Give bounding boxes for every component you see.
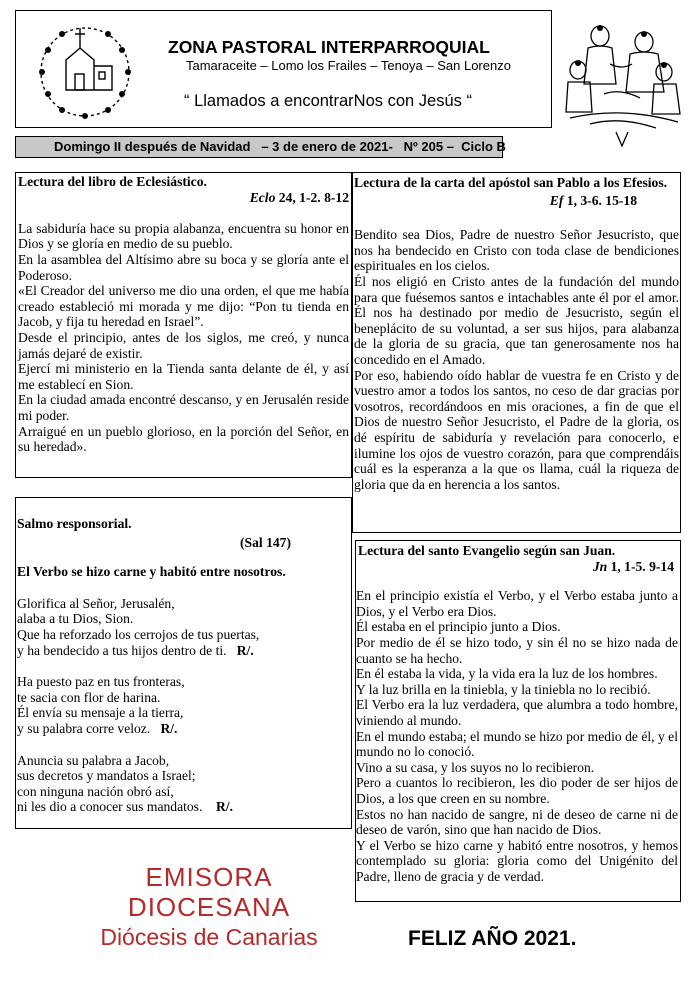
gospel-content	[356, 543, 678, 884]
reading1-paragraph: La sabiduría hace su propia alabanza, encuentra su honor en Dios y se gloría en medio de su pueblo.	[18, 220, 349, 252]
psalm-content	[17, 516, 347, 815]
header-motto: “ Llamados a encontrarNos con Jesús “	[184, 92, 472, 110]
gospel-paragraph: Vino a su casa, y los suyos no lo recibieron.	[356, 759, 595, 775]
gospel-title: Lectura del santo Evangelio según san Juan.	[358, 543, 616, 558]
gospel-paragraph: En el mundo estaba; el mundo se hizo por medio de él, y el mundo no lo conoció.	[356, 728, 678, 760]
psalm-title: Salmo responsorial.	[17, 516, 132, 531]
header-parishes: Tamaraceite – Lomo los Frailes – Tenoya – San Lorenzo	[186, 58, 511, 73]
reading1-paragraph: En la asamblea del Altísimo abre su boca y se gloría ante el Poderoso.	[18, 251, 349, 283]
reading1-paragraph: «El Creador del universo me dio una orden, el que me había creado estableció mi morada y me dijo: “Pon tu tienda en Jacob, y fija tu heredad en Israel”.	[18, 283, 349, 330]
psalm-verse: y ha bendecido a tus hijos dentro de ti. R/.	[17, 642, 254, 658]
psalm-verse: sus decretos y mandatos a Israel;	[17, 768, 196, 784]
psalm-verse: Él envía su mensaje a la tierra,	[17, 705, 184, 721]
gospel-paragraph: Y la luz brilla en la tiniebla, y la tiniebla no lo recibió.	[356, 681, 651, 697]
reading1-paragraph: Desde el principio, antes de los siglos, me creó, y nunca jamás dejaré de existir.	[18, 329, 349, 361]
emisora-diocesana-logo	[64, 862, 354, 952]
gospel-paragraph: Él estaba en el principio junto a Dios.	[356, 619, 561, 635]
reading2-title: Lectura de la carta del apóstol san Pablo a los Efesios.	[354, 175, 668, 190]
psalm-verse: alaba a tu Dios, Sion.	[17, 611, 134, 627]
reading1-paragraph: En la ciudad amada encontré descanso, y en Jerusalén reside mi poder.	[18, 392, 349, 423]
psalm-verse: Anuncia su palabra a Jacob,	[17, 752, 170, 768]
new-year-greeting: FELIZ AÑO 2021.	[408, 927, 577, 950]
reading1-title: Lectura del libro de Eclesiástico.	[18, 174, 207, 189]
reading2-paragraph: Bendito sea Dios, Padre de nuestro Señor Jesucristo, que nos ha bendecido en Cristo con toda clase de bendiciones espirituales en los cielos.	[354, 227, 679, 274]
psalm-reference: (Sal 147)	[240, 534, 291, 550]
emisora-line1: EMISORA	[145, 862, 273, 892]
reading1-paragraph: Arraigué en un pueblo glorioso, en la porción del Señor, en su heredad».	[18, 423, 349, 455]
gospel-paragraph: Estos no han nacido de sangre, ni de deseo de carne ni de deseo de varón, sino que han nacido de Dios.	[356, 806, 678, 838]
gospel-paragraph: El Verbo era la luz verdadera, que alumbra a todo hombre, viniendo al mundo.	[356, 697, 678, 728]
psalm-verse: ni les dio a conocer sus mandatos. R/.	[17, 799, 233, 815]
emisora-line2: DIOCESANA	[127, 892, 291, 922]
last-supper-illustration-icon	[560, 14, 684, 152]
psalm-response: El Verbo se hizo carne y habitó entre nosotros.	[17, 564, 286, 580]
header-title: ZONA PASTORAL INTERPARROQUIAL	[168, 37, 490, 57]
date-bar: Domingo II después de Navidad – 3 de enero de 2021- Nº 205 – Ciclo B	[15, 136, 503, 158]
reading2-paragraph: Él nos eligió en Cristo antes de la fundación del mundo para que fuésemos santos e intachables ante él por el amor. Él nos ha destinado por medio de Jesucristo, según el beneplácito de su voluntad, a ser sus hijos, para alabanza de la gloria de su gracia, que tan generosamente nos ha concedido en el Amado.	[354, 273, 679, 367]
gospel-paragraph: En él estaba la vida, y la vida era la luz de los hombres.	[356, 666, 658, 682]
psalm-verse: con ninguna nación obró así,	[17, 783, 174, 799]
emisora-line3: Diócesis de Canarias	[100, 924, 318, 950]
psalm-verse: Que ha reforzado los cerrojos de tus puertas,	[17, 626, 260, 642]
reading2-reference: Ef 1, 3-6. 15-18	[549, 192, 637, 208]
gospel-reference: Jn 1, 1-5. 9-14	[592, 558, 674, 574]
gospel-paragraph: Y el Verbo se hizo carne y habitó entre nosotros, y hemos contemplado su gloria: gloria como del Unigénito del Padre, lleno de gracia y de verdad.	[356, 837, 678, 884]
psalm-response-mark: R/.	[215, 799, 233, 815]
gospel-paragraph: Por medio de él se hizo todo, y sin él no se hizo nada de cuanto se ha hecho.	[356, 634, 678, 666]
psalm-response-mark: R/.	[160, 720, 178, 736]
reading1-reference: Eclo 24, 1-2. 8-12	[249, 189, 349, 205]
psalm-response-mark: R/.	[236, 642, 254, 658]
reading2-paragraph: Por eso, habiendo oído hablar de vuestra fe en Cristo y de vuestro amor a todos los santos, no ceso de dar gracias por vosotros, recordándoos en mis oraciones, a fin de que el Dios de nuestro Señor Jesucristo, el Padre de la gloria, os dé espíritu de sabiduría y revelación para conocerlo, e ilumine los ojos de vuestro corazón, para que comprendáis cuál es la esperanza a la que os llama, cuál la riqueza de gloria que da en herencia a los santos.	[354, 367, 679, 492]
church-logo-icon	[20, 14, 150, 124]
psalm-verse: y su palabra corre veloz. R/.	[17, 720, 178, 736]
gospel-paragraph: Pero a cuantos lo recibieron, les dio poder de ser hijos de Dios, a los que creen en su nombre.	[356, 775, 678, 806]
reading2-content	[354, 175, 679, 492]
psalm-verse: te sacia con flor de harina.	[17, 689, 161, 705]
reading1-content	[18, 174, 349, 455]
psalm-verse: Glorifica al Señor, Jerusalén,	[17, 595, 175, 611]
reading1-paragraph: Ejercí mi ministerio en la Tienda santa delante de él, y así me establecí en Sion.	[18, 361, 349, 392]
psalm-verse: Ha puesto paz en tus fronteras,	[17, 674, 185, 690]
gospel-paragraph: En el principio existía el Verbo, y el Verbo estaba junto a Dios, y el Verbo era Dios.	[356, 588, 678, 619]
